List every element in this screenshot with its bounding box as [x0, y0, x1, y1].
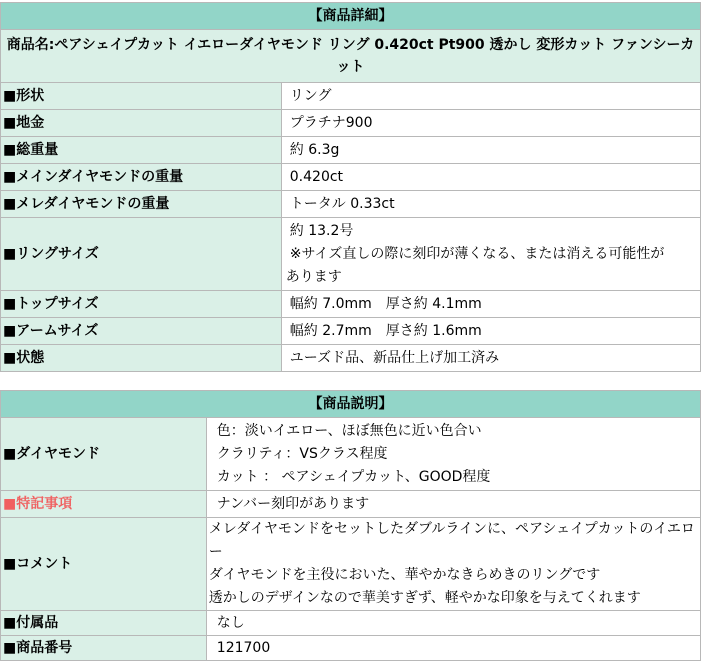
detail-row-top-size	[1, 291, 701, 318]
detail-row-arm-size	[1, 318, 701, 345]
product-details-table	[0, 2, 701, 372]
ring-size-note: ※サイズ直しの際に刻印が薄くなる、または消える可能性が	[289, 245, 665, 262]
desc-row-comment	[1, 518, 701, 611]
detail-value: プラチナ900	[281, 110, 700, 137]
desc-label: ■付属品	[1, 611, 207, 636]
desc-label: ■コメント	[1, 518, 207, 611]
detail-label: ■地金	[1, 110, 282, 137]
detail-row-total-weight	[1, 137, 701, 164]
detail-label: ■状態	[1, 345, 282, 372]
desc-row-accessories	[1, 611, 701, 636]
desc-label-special: ■特記事項	[1, 491, 207, 518]
ring-size-line: 約 13.2号	[289, 222, 354, 239]
detail-row-melee-diamond-weight	[1, 191, 701, 218]
desc-value	[206, 418, 700, 491]
detail-value: トータル 0.33ct	[281, 191, 700, 218]
desc-value: 121700	[206, 636, 700, 661]
detail-value: 幅約 7.0mm 厚さ約 4.1mm	[281, 291, 700, 318]
detail-label: ■メレダイヤモンドの重量	[1, 191, 282, 218]
product-name: 商品名:ペアシェイプカット イエローダイヤモンド リング 0.420ct Pt900 透かし 変形カット ファンシーカット	[1, 30, 701, 83]
detail-value: 幅約 2.7mm 厚さ約 1.6mm	[281, 318, 700, 345]
detail-row-ring-size	[1, 218, 701, 291]
diamond-cut: カット ： ペアシェイプカット、GOOD程度	[216, 468, 491, 485]
detail-value	[281, 218, 700, 291]
ring-size-note-cont: あります	[285, 268, 342, 285]
detail-label: ■総重量	[1, 137, 282, 164]
detail-value: リング	[281, 83, 700, 110]
detail-row-shape	[1, 83, 701, 110]
detail-value: 約 6.3g	[281, 137, 700, 164]
detail-label: ■アームサイズ	[1, 318, 282, 345]
detail-label: ■メインダイヤモンドの重量	[1, 164, 282, 191]
detail-row-metal	[1, 110, 701, 137]
product-description-table	[0, 390, 701, 661]
desc-label: ■ダイヤモンド	[1, 418, 207, 491]
detail-label: ■トップサイズ	[1, 291, 282, 318]
desc-row-diamond	[1, 418, 701, 491]
desc-value: なし	[206, 611, 700, 636]
diamond-clarity: クラリティ：VSクラス程度	[216, 445, 388, 462]
detail-value: ユーズド品、新品仕上げ加工済み	[281, 345, 700, 372]
details-header: 【商品詳細】	[1, 3, 701, 30]
desc-row-special-notes	[1, 491, 701, 518]
detail-row-main-diamond-weight	[1, 164, 701, 191]
comment-line: 透かしのデザインなので華美すぎず、軽やかな印象を与えてくれます	[208, 590, 641, 606]
diamond-color: 色：淡いイエロー、ほぼ無色に近い色合い	[216, 422, 482, 439]
description-header: 【商品説明】	[1, 391, 701, 418]
desc-value	[206, 518, 700, 611]
desc-row-product-number	[1, 636, 701, 661]
desc-value: ナンバー刻印があります	[206, 491, 700, 518]
detail-row-condition	[1, 345, 701, 372]
detail-label: ■形状	[1, 83, 282, 110]
detail-label: ■リングサイズ	[1, 218, 282, 291]
comment-line: メレダイヤモンドをセットしたダブルラインに、ペアシェイプカットのイエロー	[208, 521, 695, 560]
desc-label: ■商品番号	[1, 636, 207, 661]
detail-value: 0.420ct	[281, 164, 700, 191]
comment-line: ダイヤモンドを主役においた、華やかなきらめきのリングです	[208, 567, 601, 583]
